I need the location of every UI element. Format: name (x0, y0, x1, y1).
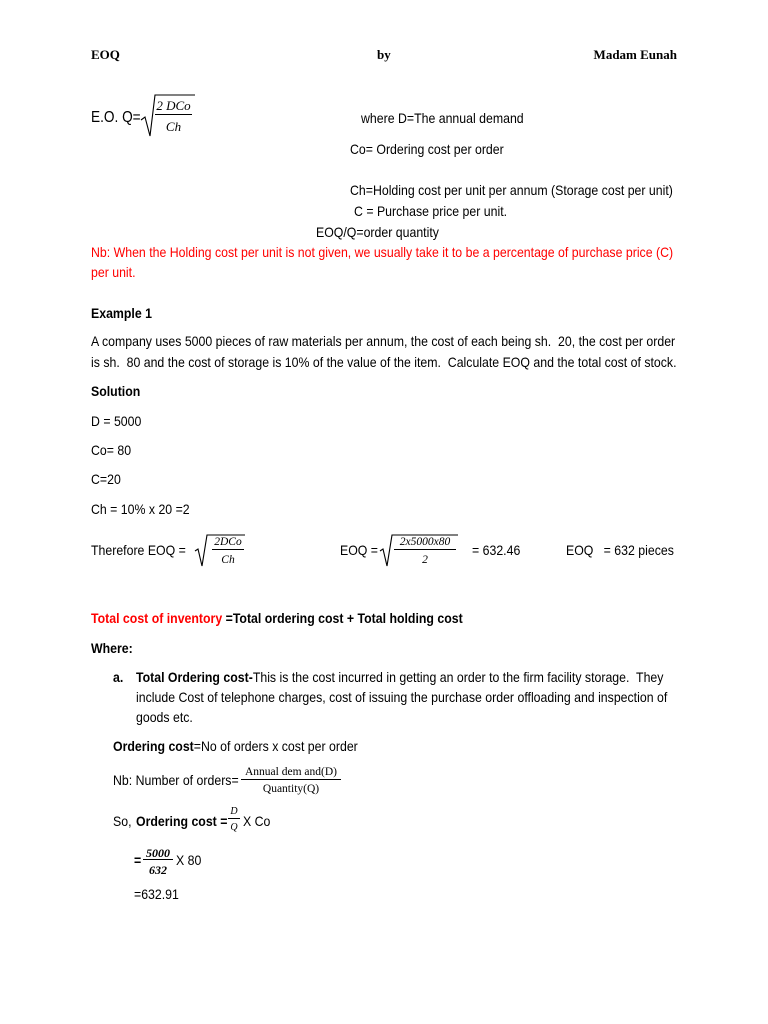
given-value: D = 5000 (91, 413, 142, 429)
fraction-denominator: 2 (422, 554, 428, 566)
eoq-formula-lhs: E.O. Q= (91, 109, 141, 126)
so-ordering-cost-term: Ordering cost = (136, 813, 228, 829)
definition-ordering-cost: Co= Ordering cost per order (350, 141, 504, 157)
note-line: Nb: When the Holding cost per unit is not given, we usually take it to be a percentage of purchase price (C) (91, 244, 674, 260)
definition-holding-cost: Ch=Holding cost per unit per annum (Storage cost per unit) (350, 182, 673, 198)
solution-heading: Solution (91, 383, 141, 399)
fraction-numerator: 2DCo (212, 536, 244, 550)
substitution-equals: = (134, 852, 142, 868)
fraction-denominator: 632 (149, 863, 167, 877)
eoq-substituted-label: EOQ = (340, 542, 379, 558)
fraction-numerator: 2x5000x80 (394, 536, 456, 550)
list-item-title: Total Ordering cost- (136, 669, 253, 685)
example-heading: Example 1 (91, 305, 152, 321)
fraction-denominator: Ch (221, 554, 235, 566)
fraction-denominator: Q (230, 822, 238, 833)
definition-order-quantity: EOQ/Q=order quantity (316, 224, 439, 240)
fraction-numerator: D (228, 806, 240, 819)
list-item-line: include Cost of telephone charges, cost of issuing the purchase order offloading and inspection of (136, 689, 668, 705)
total-cost-term: Total cost of inventory (91, 610, 223, 626)
example-text-line: is sh. 80 and the cost of storage is 10% of the value of the item. Calculate EOQ and the total cost of stock. (91, 354, 677, 370)
fraction-numerator: Annual dem and(D) (241, 765, 341, 780)
given-value: C=20 (91, 471, 121, 487)
given-value: Co= 80 (91, 442, 132, 458)
substitution-suffix: X 80 (176, 852, 202, 868)
substitution-fraction (143, 847, 173, 876)
header-topic: EOQ (91, 47, 120, 62)
list-item-line (136, 668, 663, 686)
fraction-numerator: 2 DCo (156, 98, 191, 113)
d-over-q-fraction (228, 806, 240, 834)
orders-note-label: Nb: Number of orders= (113, 772, 239, 788)
ordering-cost-definition: =No of orders x cost per order (193, 738, 358, 754)
where-heading: Where: (91, 640, 133, 656)
ordering-cost-term: Ordering cost (113, 738, 194, 754)
eoq-formula-fraction (155, 97, 192, 135)
list-item-text: This is the cost incurred in getting an order to the firm facility storage. They (252, 669, 664, 685)
ordering-cost-result: =632.91 (134, 886, 179, 902)
eoq-general-fraction (212, 536, 244, 567)
header-by: by (377, 47, 391, 62)
example-text-line: A company uses 5000 pieces of raw materials per annum, the cost of each being sh. 20, the cost per order (91, 333, 676, 349)
so-prefix: So, (113, 813, 132, 829)
orders-fraction (241, 765, 341, 796)
fraction-numerator: 5000 (143, 847, 173, 860)
eoq-general-label: Therefore EOQ = (91, 542, 186, 558)
fraction-denominator: Ch (165, 119, 182, 134)
definition-demand: where D=The annual demand (361, 110, 524, 126)
fraction-denominator: Quantity(Q) (262, 783, 320, 795)
total-cost-definition: =Total ordering cost + Total holding cost (222, 610, 463, 626)
list-marker: a. (113, 669, 124, 685)
so-suffix: X Co (243, 813, 271, 829)
note-line: per unit. (91, 264, 136, 280)
eoq-rounded-value: EOQ = 632 pieces (566, 542, 674, 558)
eoq-substituted-fraction (394, 536, 456, 567)
ordering-cost-formula (113, 737, 358, 755)
definition-purchase-price: C = Purchase price per unit. (354, 203, 508, 219)
eoq-value: = 632.46 (472, 542, 521, 558)
header-author: Madam Eunah (593, 47, 677, 62)
total-cost-formula (91, 609, 463, 627)
given-value: Ch = 10% x 20 =2 (91, 501, 190, 517)
list-item-line: goods etc. (136, 709, 193, 725)
